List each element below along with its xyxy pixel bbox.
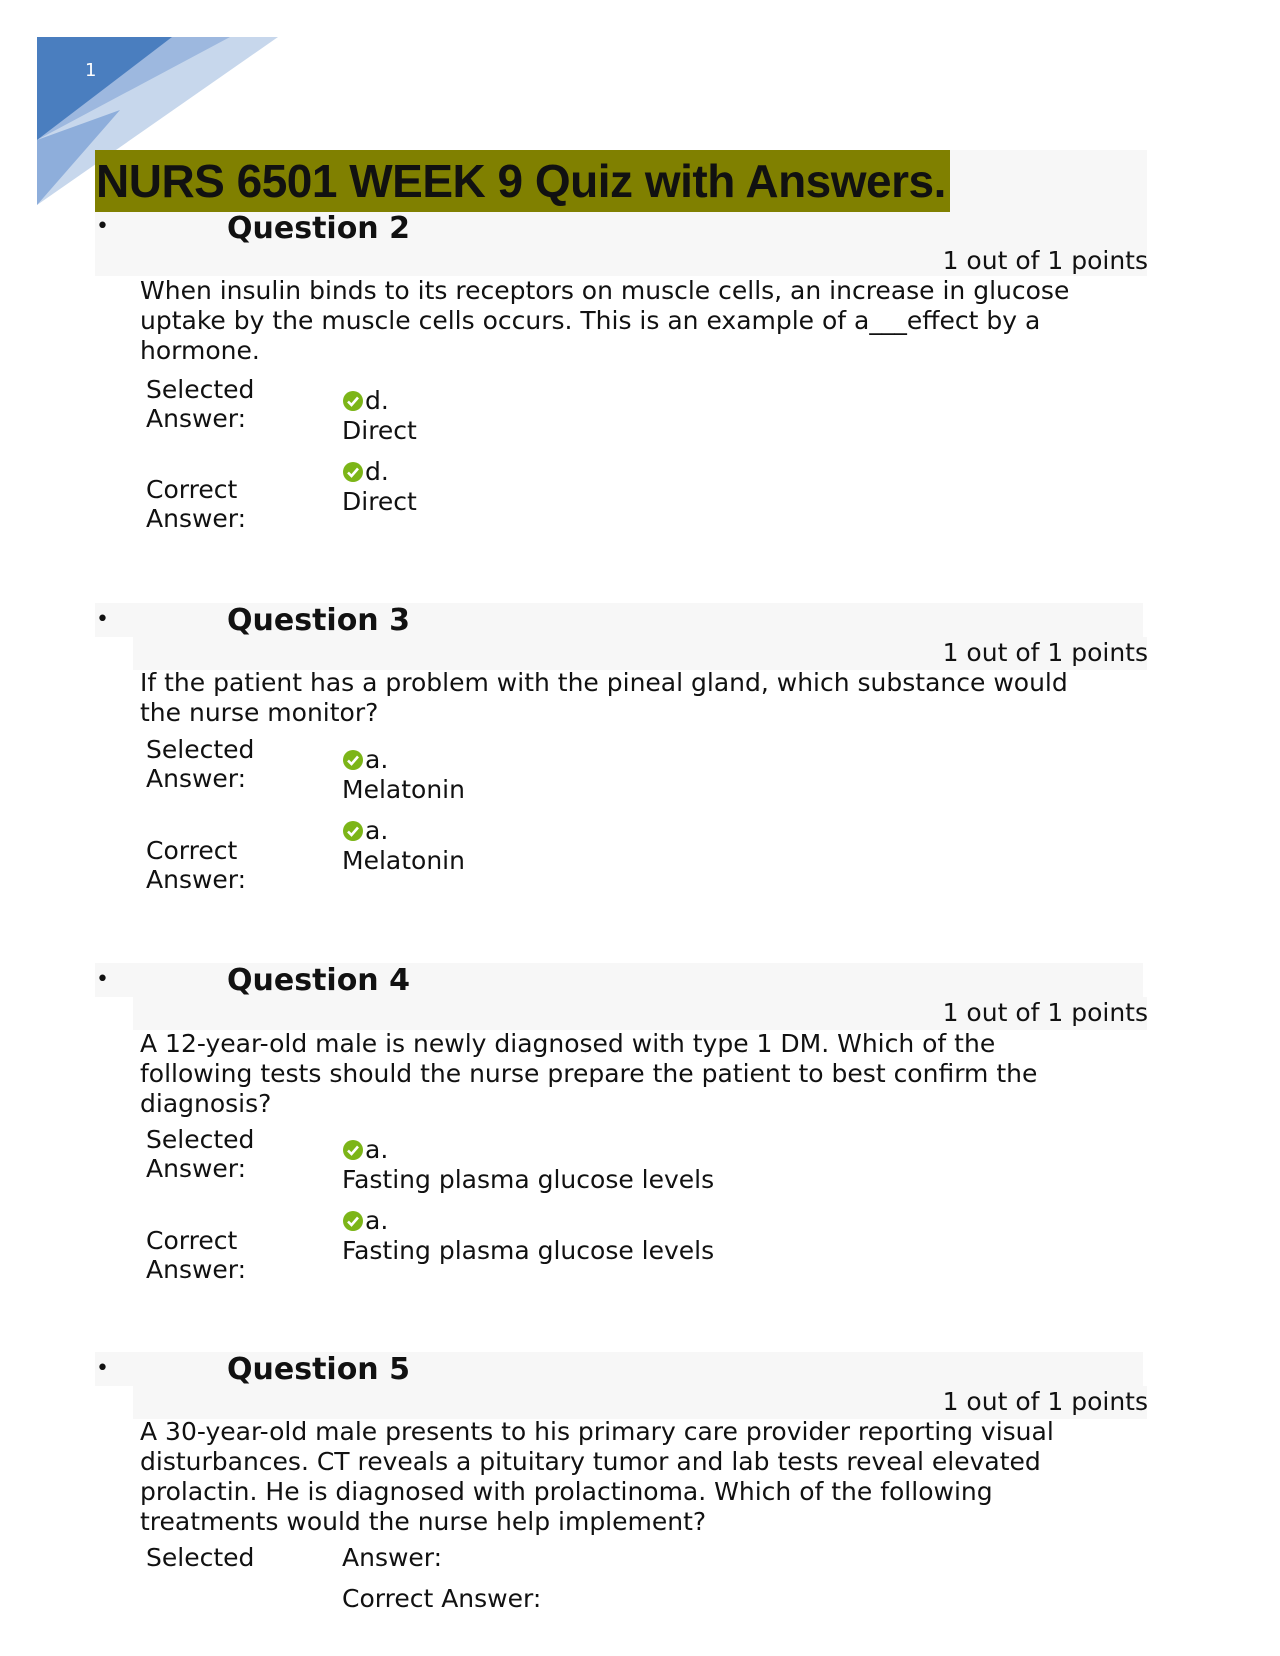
selected-answer-label: Selected (146, 1543, 255, 1572)
answer-text: Direct (342, 416, 417, 445)
question-points: 1 out of 1 points (942, 246, 1148, 275)
correct-answer-label: Correct Answer: (146, 1226, 247, 1284)
bullet: • (96, 967, 109, 992)
correct-answer (342, 457, 417, 517)
selected-answer-label: Selected Answer: (146, 375, 255, 433)
check-circle-icon (342, 820, 364, 842)
answer-text: Melatonin (342, 775, 465, 804)
selected-answer (342, 745, 465, 805)
selected-answer (342, 1135, 714, 1195)
check-circle-icon (342, 1210, 364, 1232)
answer-letter: a. (365, 1135, 389, 1164)
question-points: 1 out of 1 points (942, 1387, 1148, 1416)
bullet: • (96, 607, 109, 632)
question-title: Question 4 (227, 963, 410, 998)
check-circle-icon (342, 1139, 364, 1161)
question-text: A 30-year-old male presents to his primary care provider reporting visual disturbances. CT reveals a pituitary tumor and lab tests reveal elevated prolactin. He is diagnosed with prolactinoma. Which of the following treatments would the nurse help implement? (140, 1417, 1054, 1536)
question-text: When insulin binds to its receptors on muscle cells, an increase in glucose uptake by the muscle cells occurs. This is an example of a___effect by a hormone. (140, 276, 1070, 365)
question-text: A 12-year-old male is newly diagnosed with type 1 DM. Which of the following tests should the nurse prepare the patient to best confirm the diagnosis? (140, 1029, 1038, 1118)
correct-answer (342, 816, 465, 876)
selected-answer-label: Selected Answer: (146, 735, 255, 793)
check-circle-icon (342, 390, 364, 412)
question-title: Question 2 (227, 211, 410, 246)
answer-label: Answer: (342, 1543, 443, 1572)
correct-answer (342, 1206, 714, 1266)
question-title: Question 3 (227, 603, 410, 638)
correct-answer-label: Correct Answer: (146, 836, 247, 894)
answer-text: Fasting plasma glucose levels (342, 1236, 715, 1265)
answer-letter: a. (365, 816, 389, 845)
answer-letter: d. (365, 386, 389, 415)
page-title: NURS 6501 WEEK 9 Quiz with Answers. (95, 150, 950, 212)
question-text: If the patient has a problem with the pineal gland, which substance would the nurse monitor? (140, 668, 1068, 727)
page-number: 1 (85, 60, 97, 81)
answer-letter: a. (365, 745, 389, 774)
selected-answer (342, 386, 417, 446)
check-circle-icon (342, 749, 364, 771)
question-points: 1 out of 1 points (942, 638, 1148, 667)
answer-text: Melatonin (342, 846, 465, 875)
answer-text: Direct (342, 487, 417, 516)
question-title: Question 5 (227, 1352, 410, 1387)
answer-letter: a. (365, 1206, 389, 1235)
correct-answer-label: Correct Answer: (342, 1584, 542, 1613)
question-points: 1 out of 1 points (942, 998, 1148, 1027)
correct-answer-label: Correct Answer: (146, 475, 247, 533)
bullet: • (96, 1356, 109, 1381)
bullet: • (96, 214, 109, 239)
check-circle-icon (342, 461, 364, 483)
answer-letter: d. (365, 457, 389, 486)
answer-text: Fasting plasma glucose levels (342, 1165, 715, 1194)
selected-answer-label: Selected Answer: (146, 1125, 255, 1183)
